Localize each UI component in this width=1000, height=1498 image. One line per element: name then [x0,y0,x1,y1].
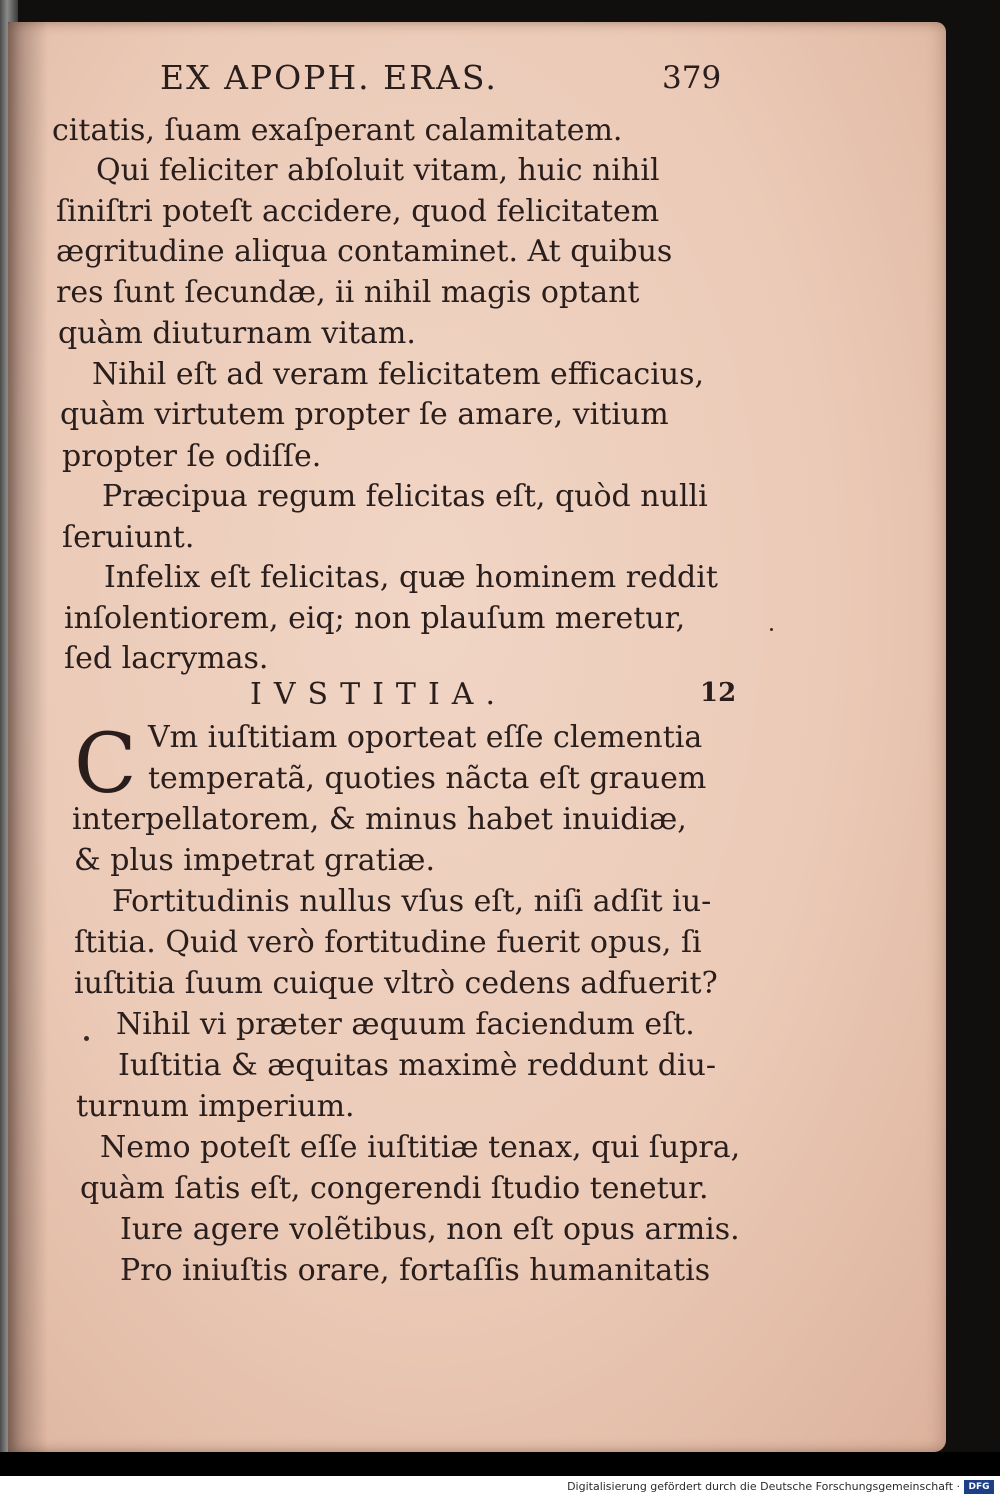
text-line: Nihil eſt ad veram felicitatem efficacius, [92,357,705,392]
text-line: Præcipua regum felicitas eſt, quòd nulli [102,479,708,514]
text-line: ſed lacrymas. [64,641,269,676]
text-line: inſolentiorem, eiq; non plauſum meretur, [64,601,686,636]
page-number: 379 [662,60,722,96]
text-line: citatis, ſuam exaſperant calamitatem. [52,113,623,148]
text-line: Qui feliciter abſoluit vitam, huic nihil [96,153,660,188]
scan-bottom-border [0,1452,1000,1476]
text-line: ſeruiunt. [62,520,195,555]
funding-credit: Digitalisierung gefördert durch die Deutsche Forschungsgemeinschaft · [567,1480,960,1493]
text-line: Fortitudinis nullus vſus eſt, niſi adſit iu- [112,884,712,919]
text-line: quàm ſatis eſt, congerendi ſtudio tenetur. [80,1171,709,1206]
ink-speck [84,1036,89,1041]
text-line: Iure agere volẽtibus, non eſt opus armis. [120,1212,740,1247]
text-line: temperatã, quoties nãcta eſt grauem [148,761,707,796]
text-line: Nemo poteſt eſſe iuſtitiæ tenax, qui ſupra, [100,1130,741,1165]
digitization-footer [0,1476,1000,1498]
text-line: & plus impetrat gratiæ. [74,843,435,878]
drop-cap-initial: C [74,717,137,812]
text-line: Infelix eſt felicitas, quæ hominem reddit [104,560,718,595]
text-line: turnum imperium. [76,1089,355,1124]
text-line: Nihil vi præter æquum faciendum eſt. [116,1007,695,1042]
text-line: iuſtitia ſuum cuique vltrò cedens adfuerit? [74,966,718,1001]
text-line: quàm virtutem propter ſe amare, vitium [60,397,669,432]
gutter-shadow [8,22,48,1452]
dfg-logo: DFG [964,1480,994,1494]
text-line: propter ſe odiſſe. [62,439,322,474]
text-line: ſiniſtri poteſt accidere, quod felicitatem [56,194,660,229]
text-line: Iuſtitia & æquitas maximè reddunt diu- [118,1048,717,1083]
text-line: interpellatorem, & minus habet inuidiæ, [72,802,687,837]
section-heading: IVSTITIA. [250,677,507,712]
section-number: 12 [700,678,737,708]
text-line: res ſunt ſecundæ, ii nihil magis optant [56,275,640,310]
text-line: ſtitia. Quid verò fortitudine fuerit opus, ſi [74,925,702,960]
text-line: Pro iniuſtis orare, fortaſſis humanitatis [120,1253,711,1288]
text-line: quàm diuturnam vitam. [58,316,416,351]
running-head: EX APOPH. ERAS. [160,58,498,97]
ink-speck [770,628,773,631]
text-line: Vm iuſtitiam oporteat eſſe clementia [148,720,703,755]
text-line: ægritudine aliqua contaminet. At quibus [56,234,673,269]
